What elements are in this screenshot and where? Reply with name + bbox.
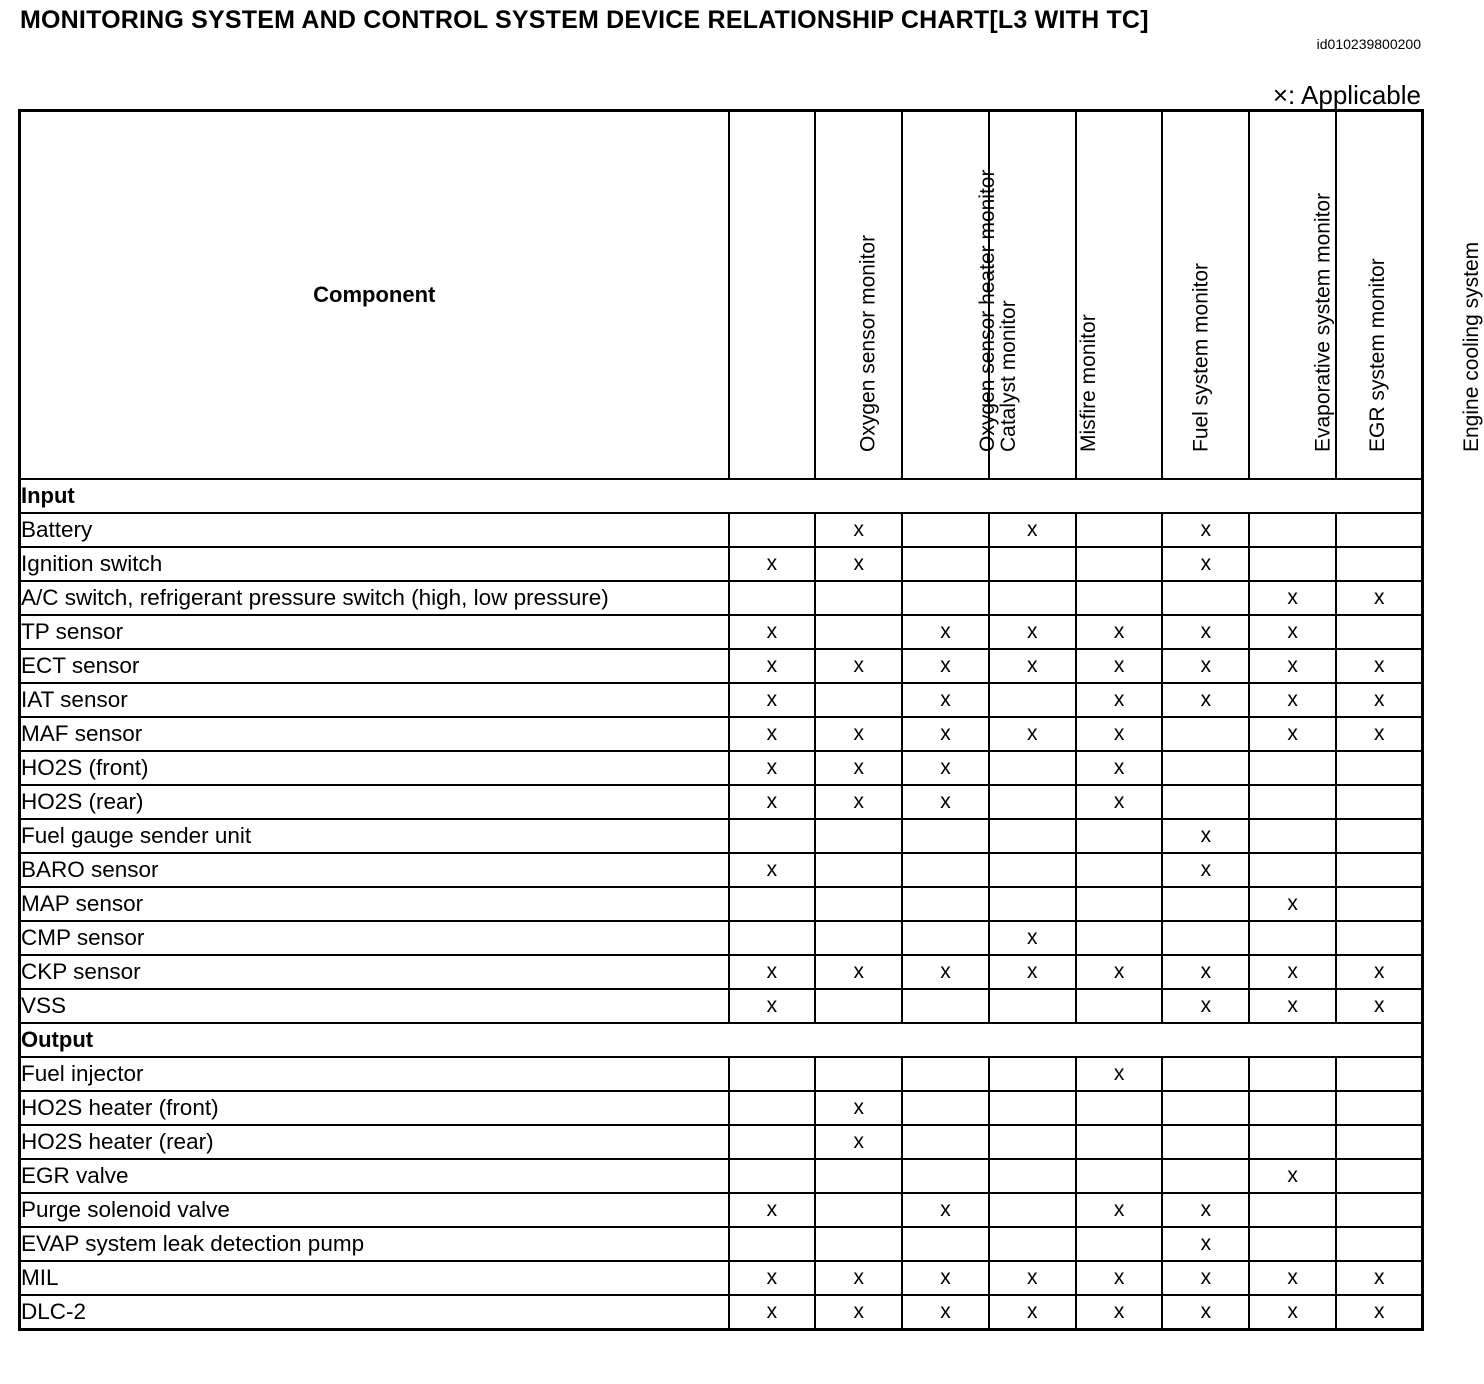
- applicability-cell: [989, 785, 1076, 819]
- applicability-cell: x: [1076, 615, 1163, 649]
- applicability-cell: [1249, 853, 1336, 887]
- applicability-cell: x: [1162, 853, 1249, 887]
- component-name: Purge solenoid valve: [20, 1193, 729, 1227]
- section-label: Input: [20, 479, 1423, 513]
- applicability-cell: [815, 581, 902, 615]
- table-row: [20, 1159, 1423, 1193]
- applicability-cell: [1336, 1193, 1423, 1227]
- applicability-cell: [989, 1227, 1076, 1261]
- applicability-cell: [815, 819, 902, 853]
- applicability-cell: x: [1249, 1159, 1336, 1193]
- applicability-cell: [1162, 751, 1249, 785]
- applicability-cell: [729, 1057, 816, 1091]
- applicability-cell: [1336, 1227, 1423, 1261]
- applicability-cell: [815, 615, 902, 649]
- applicability-cell: [989, 1159, 1076, 1193]
- monitor-column-header: [1249, 111, 1389, 480]
- applicability-cell: [902, 513, 989, 547]
- component-name: ECT sensor: [20, 649, 729, 683]
- applicability-cell: x: [815, 1261, 902, 1295]
- applicability-cell: x: [1249, 1261, 1336, 1295]
- applicability-cell: [729, 887, 816, 921]
- applicability-cell: x: [1076, 1057, 1163, 1091]
- applicability-cell: [902, 887, 989, 921]
- component-name: EGR valve: [20, 1159, 729, 1193]
- table-row: [20, 1227, 1423, 1261]
- table-row: [20, 1125, 1423, 1159]
- applicability-cell: x: [1076, 955, 1163, 989]
- relationship-table: [18, 109, 1484, 1331]
- table-row: [20, 1091, 1423, 1125]
- applicability-cell: x: [1162, 547, 1249, 581]
- table-row: [20, 615, 1423, 649]
- legend: ×: Applicable: [1272, 80, 1421, 110]
- applicability-cell: x: [902, 683, 989, 717]
- applicability-cell: [729, 513, 816, 547]
- applicability-cell: [989, 1193, 1076, 1227]
- table-row: [20, 581, 1423, 615]
- applicability-cell: [989, 751, 1076, 785]
- applicability-cell: [989, 581, 1076, 615]
- applicability-cell: [989, 683, 1076, 717]
- applicability-cell: x: [1249, 989, 1336, 1023]
- applicability-cell: x: [1249, 717, 1336, 751]
- applicability-cell: [1249, 921, 1336, 955]
- monitor-column-label: Evaporative system monitor: [1311, 192, 1335, 452]
- applicability-cell: [1076, 989, 1163, 1023]
- applicability-cell: x: [989, 1261, 1076, 1295]
- applicability-cell: [1162, 717, 1249, 751]
- monitor-column-label: Engine cooling system: [1460, 241, 1484, 452]
- applicability-cell: x: [729, 649, 816, 683]
- component-name: Battery: [20, 513, 729, 547]
- component-name: HO2S heater (front): [20, 1091, 729, 1125]
- table-row: [20, 649, 1423, 683]
- applicability-cell: x: [815, 513, 902, 547]
- table-row: [20, 989, 1423, 1023]
- applicability-cell: x: [902, 785, 989, 819]
- applicability-cell: [1162, 921, 1249, 955]
- applicability-cell: x: [1336, 649, 1423, 683]
- applicability-cell: x: [1162, 1295, 1249, 1330]
- applicability-cell: x: [902, 955, 989, 989]
- applicability-cell: x: [729, 1295, 816, 1330]
- monitor-column-header: [989, 111, 1101, 480]
- applicability-cell: x: [902, 615, 989, 649]
- applicability-cell: x: [1076, 1295, 1163, 1330]
- applicability-cell: x: [1336, 989, 1423, 1023]
- applicability-cell: x: [815, 717, 902, 751]
- applicability-cell: [1076, 887, 1163, 921]
- component-name: DLC-2: [20, 1295, 729, 1330]
- applicability-cell: x: [1336, 683, 1423, 717]
- table-row: [20, 513, 1423, 547]
- applicability-cell: x: [1076, 717, 1163, 751]
- monitor-column-label: Oxygen sensor heater monitor: [975, 169, 999, 452]
- applicability-cell: x: [729, 853, 816, 887]
- applicability-cell: [729, 1091, 816, 1125]
- applicability-cell: [815, 1227, 902, 1261]
- applicability-cell: x: [1249, 1295, 1336, 1330]
- applicability-cell: x: [815, 1125, 902, 1159]
- applicability-cell: x: [815, 649, 902, 683]
- applicability-cell: [815, 1193, 902, 1227]
- applicability-cell: x: [1162, 819, 1249, 853]
- applicability-cell: [902, 921, 989, 955]
- applicability-cell: x: [902, 717, 989, 751]
- applicability-cell: x: [1162, 615, 1249, 649]
- applicability-cell: x: [729, 717, 816, 751]
- applicability-cell: x: [1076, 1261, 1163, 1295]
- applicability-cell: x: [729, 955, 816, 989]
- applicability-cell: x: [1162, 1227, 1249, 1261]
- applicability-cell: [989, 819, 1076, 853]
- applicability-cell: x: [902, 1295, 989, 1330]
- applicability-cell: [729, 819, 816, 853]
- applicability-cell: [902, 1125, 989, 1159]
- monitor-column-header: [729, 111, 880, 480]
- applicability-cell: [1336, 1057, 1423, 1091]
- applicability-cell: x: [1076, 649, 1163, 683]
- monitor-column-header: [1162, 111, 1335, 480]
- applicability-cell: x: [815, 955, 902, 989]
- component-name: MAF sensor: [20, 717, 729, 751]
- applicability-cell: x: [815, 1091, 902, 1125]
- applicability-cell: [1336, 853, 1423, 887]
- applicability-cell: [815, 887, 902, 921]
- applicability-cell: [1249, 1125, 1336, 1159]
- component-name: EVAP system leak detection pump: [20, 1227, 729, 1261]
- component-name: TP sensor: [20, 615, 729, 649]
- applicability-cell: [1336, 887, 1423, 921]
- applicability-cell: [815, 683, 902, 717]
- monitor-column-label: Catalyst monitor: [997, 300, 1021, 452]
- applicability-cell: x: [1336, 717, 1423, 751]
- applicability-cell: x: [1162, 649, 1249, 683]
- applicability-cell: [1336, 921, 1423, 955]
- component-name: BARO sensor: [20, 853, 729, 887]
- applicability-cell: [1076, 581, 1163, 615]
- table-row: [20, 1295, 1423, 1330]
- applicability-cell: [1076, 1125, 1163, 1159]
- applicability-cell: x: [989, 513, 1076, 547]
- applicability-cell: [1076, 1159, 1163, 1193]
- applicability-cell: [989, 989, 1076, 1023]
- applicability-cell: [729, 1159, 816, 1193]
- applicability-cell: [989, 887, 1076, 921]
- applicability-cell: [1249, 513, 1336, 547]
- applicability-cell: x: [729, 1193, 816, 1227]
- applicability-cell: [1249, 1057, 1336, 1091]
- applicability-cell: x: [729, 683, 816, 717]
- table-body: [20, 479, 1423, 1330]
- applicability-cell: [1249, 819, 1336, 853]
- applicability-cell: [1336, 1159, 1423, 1193]
- applicability-cell: [1076, 853, 1163, 887]
- header-row: [20, 111, 1423, 480]
- applicability-cell: [1076, 513, 1163, 547]
- applicability-cell: [1162, 1057, 1249, 1091]
- applicability-cell: [1076, 1227, 1163, 1261]
- applicability-cell: [1249, 785, 1336, 819]
- monitor-column-label: Misfire monitor: [1077, 314, 1101, 452]
- applicability-cell: [902, 547, 989, 581]
- applicability-cell: [1162, 581, 1249, 615]
- applicability-cell: [989, 1125, 1076, 1159]
- component-column-header: Component: [20, 111, 729, 480]
- applicability-cell: x: [729, 547, 816, 581]
- applicability-cell: x: [1162, 1261, 1249, 1295]
- applicability-cell: [902, 1227, 989, 1261]
- applicability-cell: x: [729, 615, 816, 649]
- applicability-cell: x: [1162, 683, 1249, 717]
- component-name: HO2S (front): [20, 751, 729, 785]
- applicability-cell: [729, 581, 816, 615]
- table-row: [20, 683, 1423, 717]
- applicability-cell: [1336, 751, 1423, 785]
- table-row: [20, 1057, 1423, 1091]
- applicability-cell: [902, 1057, 989, 1091]
- applicability-cell: [989, 547, 1076, 581]
- applicability-cell: [1336, 785, 1423, 819]
- applicability-cell: [902, 819, 989, 853]
- applicability-cell: x: [1336, 581, 1423, 615]
- section-label: Output: [20, 1023, 1423, 1057]
- applicability-cell: x: [729, 989, 816, 1023]
- applicability-cell: x: [1336, 955, 1423, 989]
- applicability-cell: x: [989, 921, 1076, 955]
- component-name: IAT sensor: [20, 683, 729, 717]
- applicability-cell: [1162, 1125, 1249, 1159]
- table-row: [20, 955, 1423, 989]
- applicability-cell: x: [1162, 989, 1249, 1023]
- applicability-cell: [902, 989, 989, 1023]
- applicability-cell: x: [815, 547, 902, 581]
- applicability-cell: x: [815, 785, 902, 819]
- table-row: [20, 921, 1423, 955]
- table-row: [20, 887, 1423, 921]
- applicability-cell: x: [1249, 683, 1336, 717]
- applicability-cell: [815, 1057, 902, 1091]
- applicability-cell: [902, 1091, 989, 1125]
- applicability-cell: x: [729, 751, 816, 785]
- applicability-cell: x: [815, 1295, 902, 1330]
- monitor-column-header: [815, 111, 999, 480]
- applicability-cell: x: [729, 785, 816, 819]
- applicability-cell: x: [989, 955, 1076, 989]
- table-row: [20, 819, 1423, 853]
- monitor-column-header: [1076, 111, 1213, 480]
- applicability-cell: [1336, 547, 1423, 581]
- component-name: CKP sensor: [20, 955, 729, 989]
- applicability-cell: x: [1336, 1295, 1423, 1330]
- component-name: HO2S heater (rear): [20, 1125, 729, 1159]
- applicability-cell: x: [989, 649, 1076, 683]
- table-row: [20, 853, 1423, 887]
- component-name: Ignition switch: [20, 547, 729, 581]
- applicability-cell: x: [1249, 649, 1336, 683]
- applicability-cell: [729, 1125, 816, 1159]
- monitor-column-label: Fuel system monitor: [1189, 262, 1213, 452]
- applicability-cell: x: [902, 751, 989, 785]
- applicability-cell: [1162, 785, 1249, 819]
- applicability-cell: [989, 853, 1076, 887]
- component-name: CMP sensor: [20, 921, 729, 955]
- table-row: [20, 751, 1423, 785]
- applicability-cell: [1076, 547, 1163, 581]
- applicability-cell: [1162, 1159, 1249, 1193]
- applicability-cell: x: [1076, 751, 1163, 785]
- applicability-cell: [815, 989, 902, 1023]
- applicability-cell: x: [1249, 887, 1336, 921]
- applicability-cell: [1336, 1091, 1423, 1125]
- applicability-cell: [729, 1227, 816, 1261]
- applicability-cell: [1249, 1091, 1336, 1125]
- applicability-cell: [989, 1091, 1076, 1125]
- applicability-cell: x: [989, 615, 1076, 649]
- applicability-cell: [1249, 1227, 1336, 1261]
- applicability-cell: [989, 1057, 1076, 1091]
- table-row: [20, 1193, 1423, 1227]
- component-name: MAP sensor: [20, 887, 729, 921]
- applicability-cell: x: [1076, 785, 1163, 819]
- monitor-column-header: [902, 111, 1021, 480]
- applicability-cell: [815, 853, 902, 887]
- applicability-cell: x: [729, 1261, 816, 1295]
- component-name: Fuel injector: [20, 1057, 729, 1091]
- monitor-column-label: EGR system monitor: [1365, 258, 1389, 452]
- applicability-cell: x: [1162, 955, 1249, 989]
- applicability-cell: [1336, 513, 1423, 547]
- applicability-cell: [1336, 819, 1423, 853]
- applicability-cell: [1076, 819, 1163, 853]
- table-row: [20, 785, 1423, 819]
- applicability-cell: x: [902, 1193, 989, 1227]
- component-name: Fuel gauge sender unit: [20, 819, 729, 853]
- applicability-cell: [902, 581, 989, 615]
- component-name: VSS: [20, 989, 729, 1023]
- applicability-cell: [902, 853, 989, 887]
- applicability-cell: [1076, 1091, 1163, 1125]
- applicability-cell: [815, 1159, 902, 1193]
- section-row: [20, 1023, 1423, 1057]
- table-row: [20, 1261, 1423, 1295]
- applicability-cell: x: [1162, 513, 1249, 547]
- applicability-cell: x: [902, 1261, 989, 1295]
- component-name: A/C switch, refrigerant pressure switch (high, low pressure): [20, 581, 729, 615]
- applicability-cell: x: [1249, 955, 1336, 989]
- document-id: id010239800200: [1316, 36, 1421, 52]
- applicability-cell: [1162, 1091, 1249, 1125]
- section-row: [20, 479, 1423, 513]
- applicability-cell: x: [1076, 1193, 1163, 1227]
- applicability-cell: [1249, 1193, 1336, 1227]
- applicability-cell: x: [1076, 683, 1163, 717]
- component-name: MIL: [20, 1261, 729, 1295]
- applicability-cell: x: [1336, 1261, 1423, 1295]
- applicability-cell: [1336, 615, 1423, 649]
- applicability-cell: [902, 1159, 989, 1193]
- component-name: HO2S (rear): [20, 785, 729, 819]
- applicability-cell: x: [1249, 581, 1336, 615]
- applicability-cell: x: [1162, 1193, 1249, 1227]
- applicability-cell: x: [989, 717, 1076, 751]
- applicability-cell: x: [1249, 615, 1336, 649]
- table-row: [20, 547, 1423, 581]
- table-row: [20, 717, 1423, 751]
- monitor-column-label: Oxygen sensor monitor: [856, 234, 880, 452]
- applicability-cell: x: [902, 649, 989, 683]
- applicability-cell: [1162, 887, 1249, 921]
- applicability-cell: x: [815, 751, 902, 785]
- applicability-cell: [1336, 1125, 1423, 1159]
- applicability-cell: [1249, 547, 1336, 581]
- applicability-cell: [1249, 751, 1336, 785]
- monitor-column-header: [1336, 111, 1484, 480]
- page-title: MONITORING SYSTEM AND CONTROL SYSTEM DEVICE RELATIONSHIP CHART[L3 WITH TC]: [20, 6, 1149, 34]
- applicability-cell: [815, 921, 902, 955]
- applicability-cell: [729, 921, 816, 955]
- applicability-cell: [1076, 921, 1163, 955]
- applicability-cell: x: [989, 1295, 1076, 1330]
